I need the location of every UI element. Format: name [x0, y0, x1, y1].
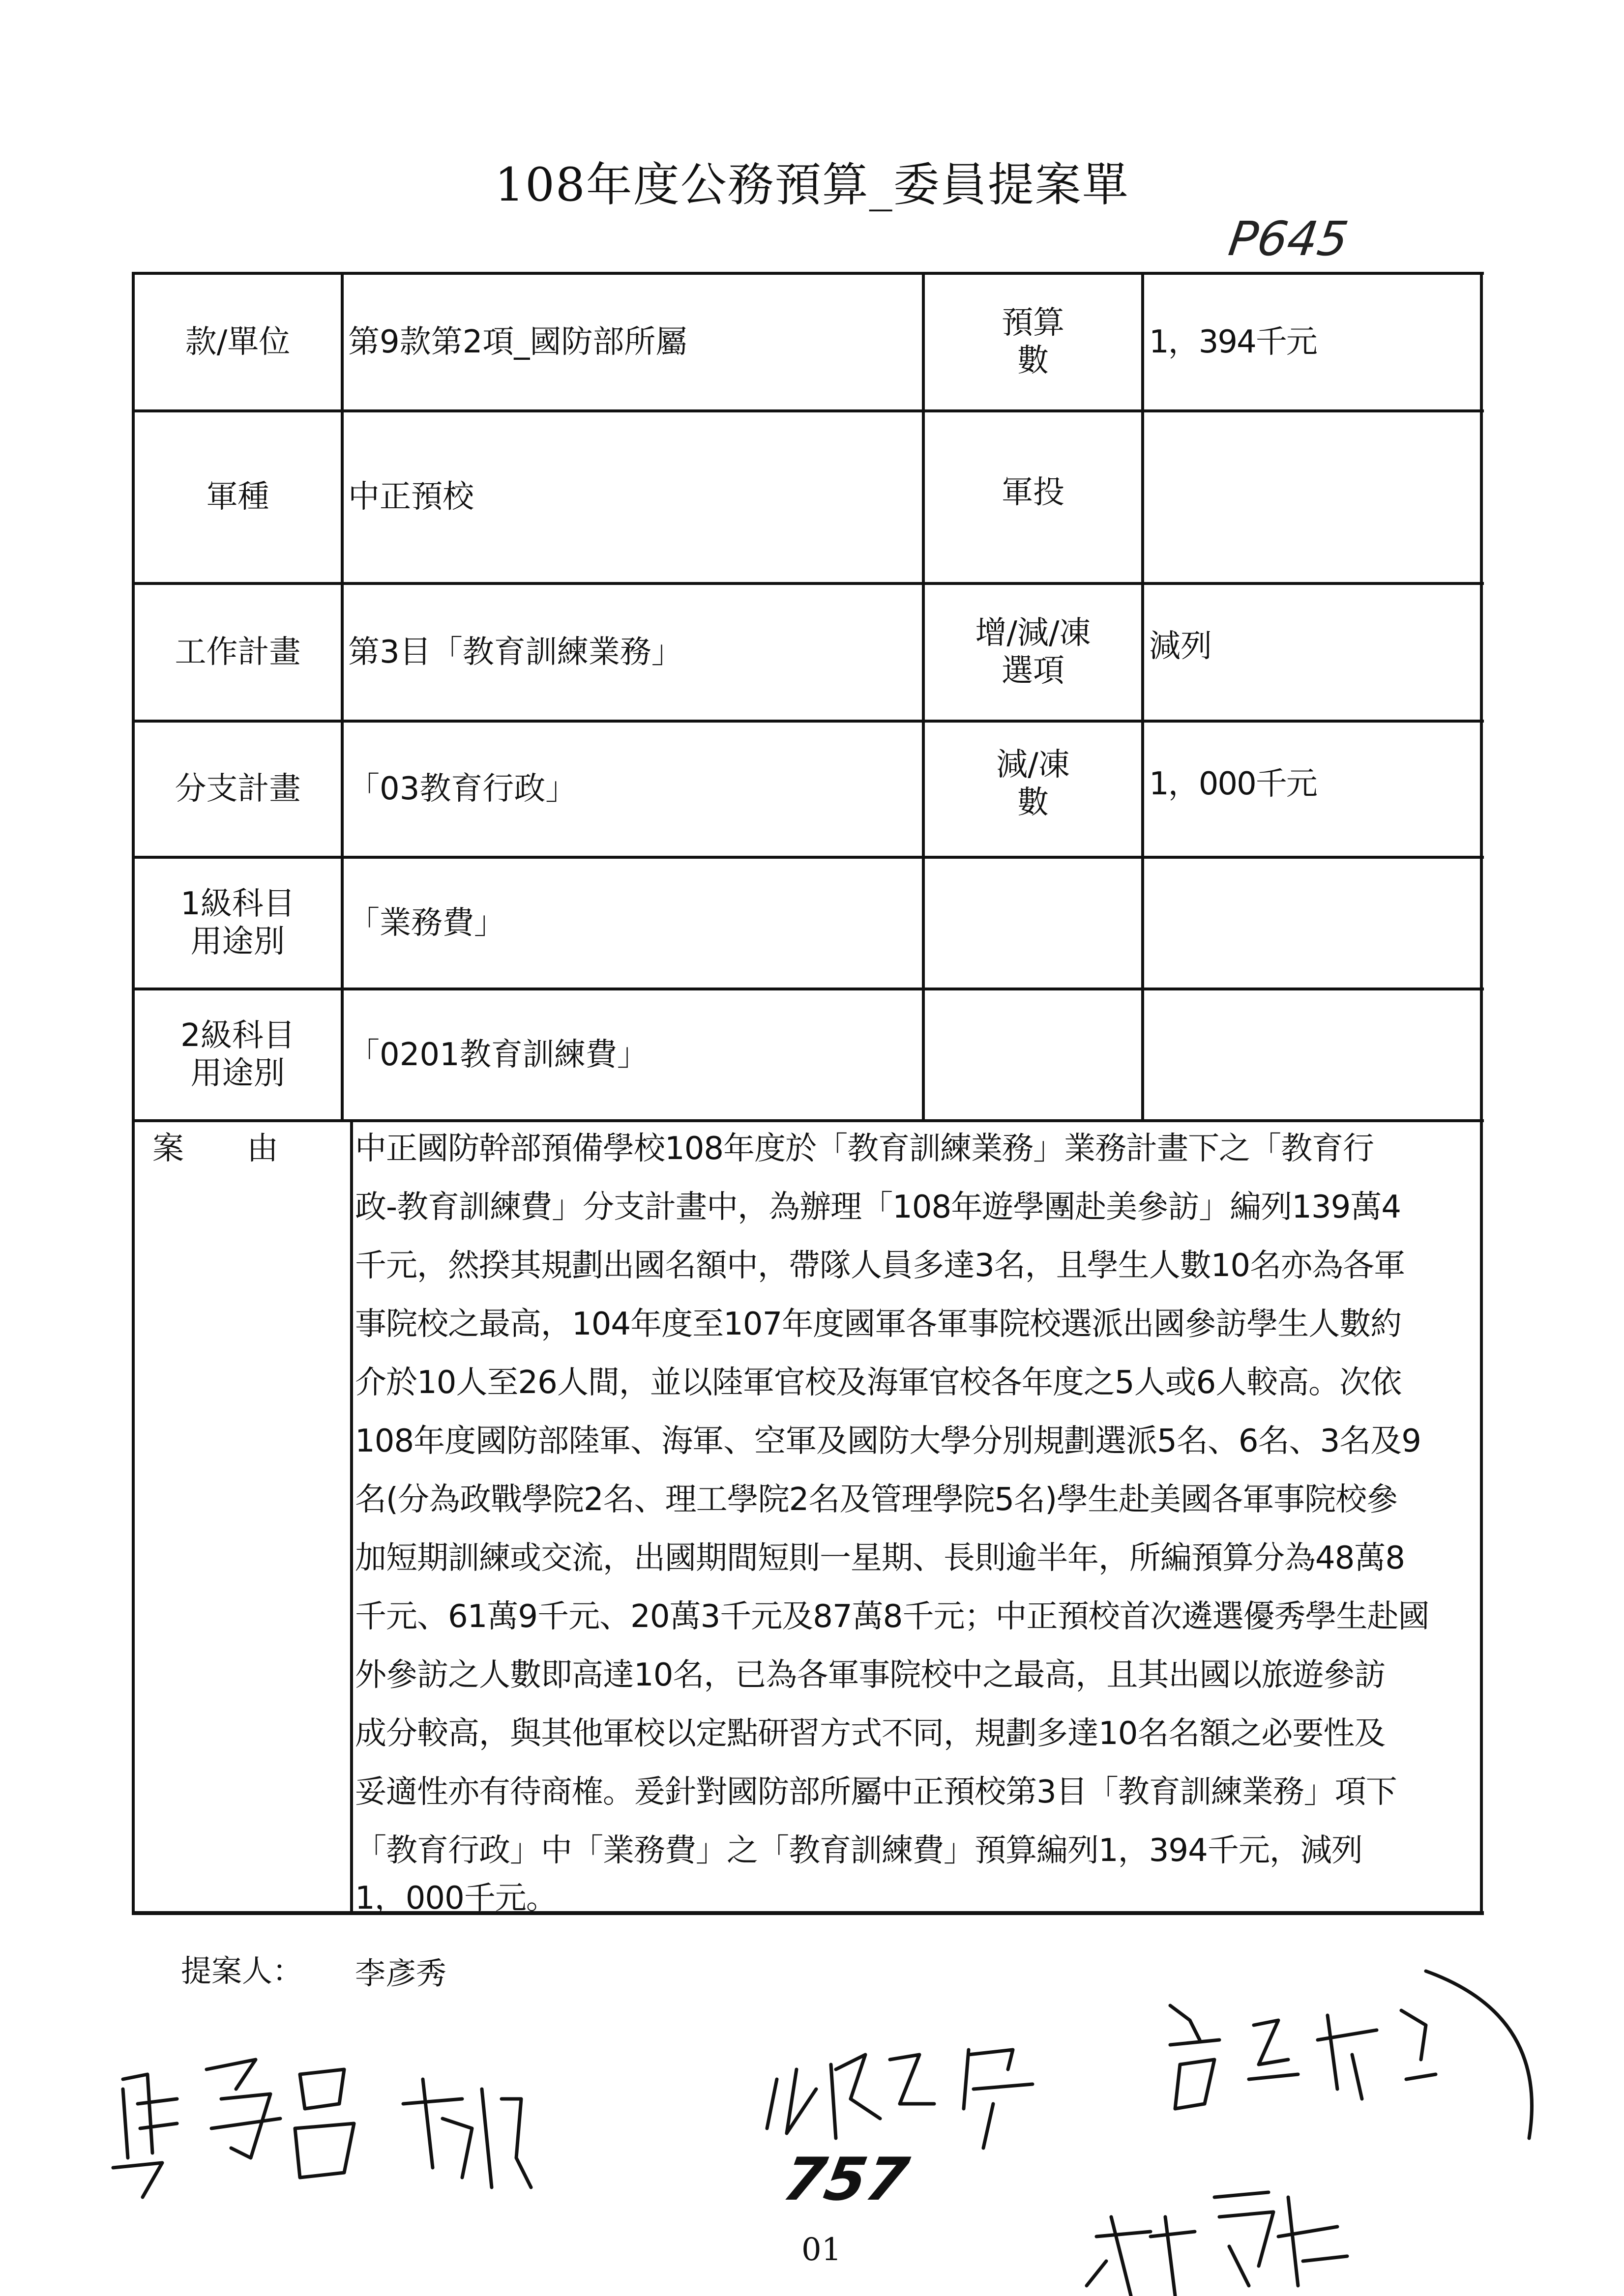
label-work-plan: 工作計畫	[175, 634, 301, 670]
label-branch-plan: 分支計畫	[175, 771, 301, 808]
reason-line: 加短期訓練或交流，出國期間短則一星期、長則逾半年，所編預算分為48萬8	[355, 1540, 1405, 1576]
reason-line: 妥適性亦有待商榷。爰針對國防部所屬中正預校第3目「教育訓練業務」項下	[355, 1774, 1397, 1810]
proposer-label: 提案人：	[181, 1953, 303, 1989]
label-service: 軍種	[206, 479, 269, 516]
reason-line: 事院校之最高，104年度至107年度國軍各軍事院校選派出國參訪學生人數約	[355, 1306, 1402, 1342]
label-reduction-amount: 減/凍 數	[996, 747, 1070, 821]
reason-line: 中正國防幹部預備學校108年度於「教育訓練業務」業務計畫下之「教育行	[355, 1131, 1374, 1167]
reason-line: 外參訪之人數即高達10名，已為各軍事院校中之最高，且其出國以旅遊參訪	[355, 1657, 1386, 1693]
value-level2-item: 「0201教育訓練費」	[348, 1036, 649, 1073]
reason-line: 介於10人至26人間，並以陸軍官校及海軍官校各年度之5人或6人較高。次依	[355, 1365, 1402, 1401]
reason-line: 千元、61萬9千元、20萬3千元及87萬8千元；中正預校首次遴選優秀學生赴國	[355, 1598, 1429, 1635]
label-level2-item: 2級科目 用途別	[180, 1017, 295, 1092]
row-divider	[132, 1119, 1484, 1122]
reason-line: 「教育行政」中「業務費」之「教育訓練費」預算編列1，394千元，減列	[355, 1832, 1362, 1869]
value-service: 中正預校	[348, 479, 474, 516]
col-divider	[1141, 272, 1144, 1119]
table-border-bottom	[132, 1911, 1484, 1915]
reason-line: 1，000千元。	[355, 1880, 557, 1917]
reason-line: 名(分為政戰學院2名、理工學院2名及管理學院5名)學生赴美國各軍事院校參	[355, 1482, 1398, 1518]
value-military-investment	[1149, 412, 1478, 582]
value-budget-amount: 1，394千元	[1149, 323, 1317, 360]
table-border-right	[1480, 272, 1483, 1914]
handwritten-number: 757	[778, 2146, 914, 2214]
document-title: 108年度公務預算_委員提案單	[495, 158, 1129, 212]
value-reduction-amount: 1，000千元	[1149, 765, 1317, 802]
label-unit: 款/單位	[185, 323, 291, 360]
label-level1-item: 1級科目 用途別	[180, 886, 295, 960]
value-work-plan: 第3目「教育訓練業務」	[348, 634, 683, 670]
proposer-name: 李彥秀	[355, 1955, 447, 1991]
label-reason: 案 由	[152, 1131, 278, 1167]
value-branch-plan: 「03教育行政」	[348, 771, 577, 808]
col-divider-reason	[350, 1119, 353, 1913]
reason-line: 108年度國防部陸軍、海軍、空軍及國防大學分別規劃選派5名、6名、3名及9	[355, 1423, 1421, 1459]
label-budget-amount: 預算 數	[1002, 305, 1064, 379]
value-unit: 第9款第2項_國防部所屬	[348, 323, 687, 360]
reason-line: 成分較高，與其他軍校以定點研習方式不同，規劃多達10名名額之必要性及	[355, 1715, 1386, 1752]
reason-line: 政-教育訓練費」分支計畫中，為辦理「108年遊學團赴美參訪」編列139萬4	[355, 1189, 1401, 1225]
label-option: 增/減/凍 選項	[975, 615, 1091, 689]
page-code-handwritten: P645	[1225, 211, 1352, 266]
reason-line: 千元，然揆其規劃出國名額中，帶隊人員多達3名，且學生人數10名亦為各軍	[355, 1248, 1405, 1284]
value-option: 減列	[1149, 628, 1212, 665]
value-level1-item: 「業務費」	[348, 904, 505, 941]
footer-number: 01	[801, 2232, 842, 2268]
label-military-investment: 軍投	[1002, 474, 1064, 511]
col-divider	[341, 272, 344, 1119]
